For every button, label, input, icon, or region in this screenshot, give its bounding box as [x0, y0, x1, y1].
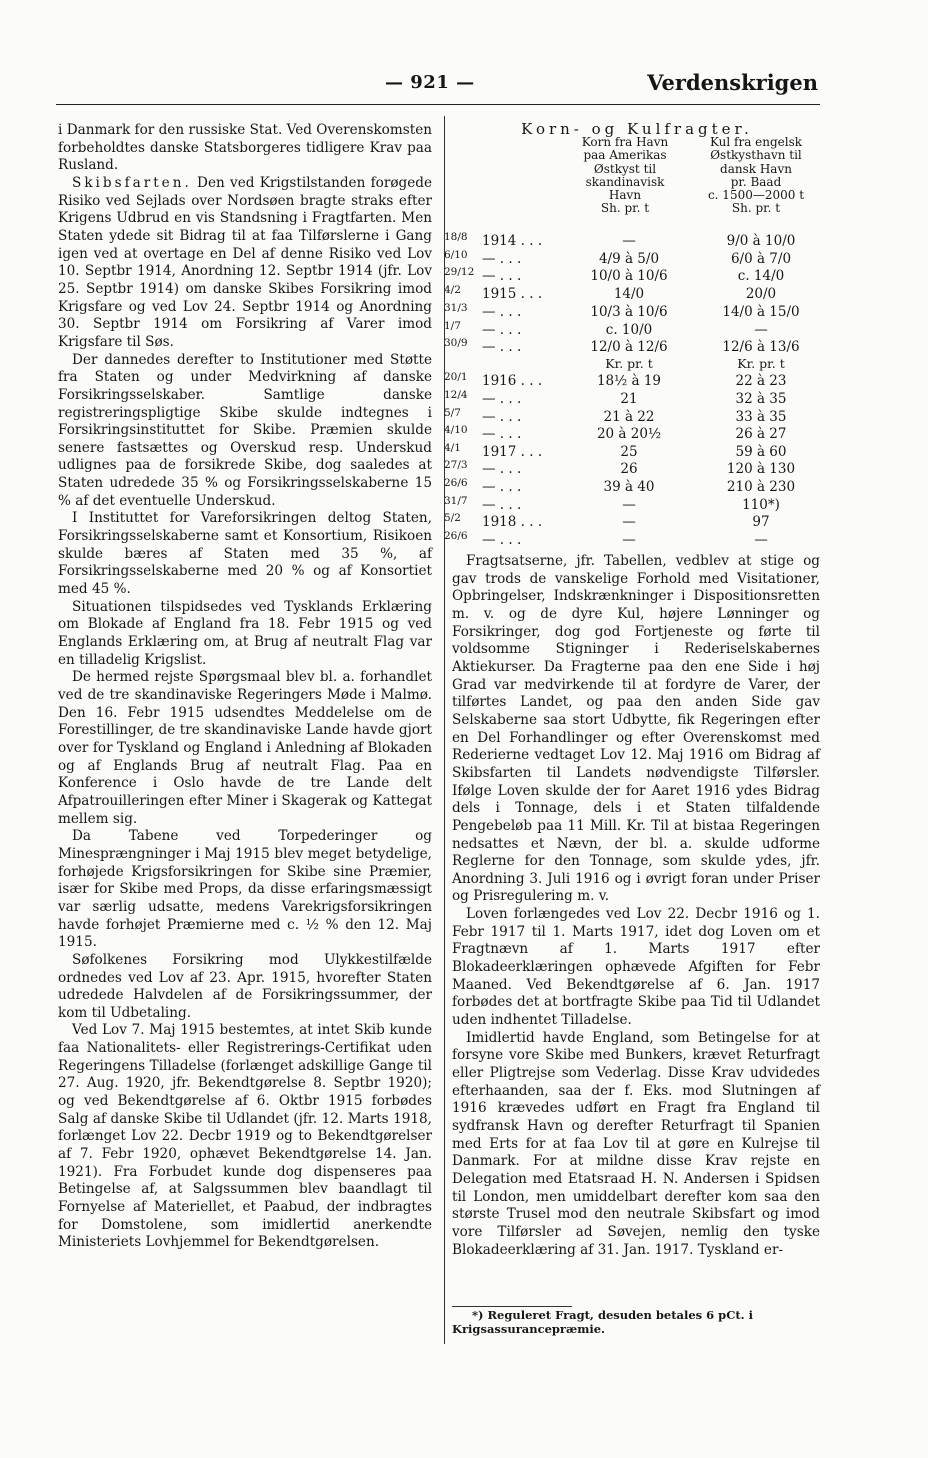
row-kul-rate: 59 à 60	[735, 443, 787, 460]
left-paragraph-6: De hermed rejste Spørgsmaal blev bl. a. forhandlet ved de tre skandinaviske Regeringers Møde i Malmø. Den 16. Febr 1915 udsendtes Meddelelse om de Forestillinger, de tre skandinaviske Lande havde gjort over for Tyskland og England i Anledning af Blokaden og af Englands Brug af neutralt Flag. Paa en Konference i Oslo havde de tre Lande delt Afpatrouilleringen efter Miner i Skagerak og Kattegat mellem sig.	[58, 669, 432, 827]
header-line: Korn fra Havn	[581, 135, 669, 149]
row-kul-rate: 33 à 35	[735, 408, 787, 425]
row-date: 4/10	[444, 424, 468, 437]
row-date: 6/10	[444, 248, 468, 261]
row-date: 12/4	[444, 389, 468, 401]
row-korn-rate: 10/3 à 10/6	[590, 303, 668, 320]
row-year: — . . .	[482, 321, 522, 338]
row-date: 5/2	[444, 512, 461, 525]
row-year: — . . .	[482, 303, 522, 320]
row-date: 31/3	[444, 301, 468, 314]
row-year: 1917 . . .	[482, 443, 543, 460]
row-year: — . . .	[482, 268, 522, 285]
table-row	[440, 459, 824, 476]
table-row	[440, 231, 824, 248]
row-korn-rate: c. 10/0	[605, 321, 653, 338]
row-year: — . . .	[482, 496, 522, 513]
table-row	[440, 337, 824, 354]
left-paragraph-4: I Instituttet for Vareforsikringen deltog Staten, Forsikringsselskaberne samt et Konsortium, Risikoen skulde bæres af Staten med 35 %, af Forsikringsselskaberne med 20 % og af Konsortiet med 45 %.	[58, 510, 432, 598]
row-kul-rate: —	[754, 321, 768, 338]
row-korn-rate: —	[622, 531, 636, 548]
page-header	[0, 68, 928, 98]
header-line: skandinavisk	[585, 174, 665, 189]
row-kul-rate: —	[754, 531, 768, 548]
table-row	[440, 284, 824, 301]
left-paragraph-1: i Danmark for den russiske Stat. Ved Overenskomsten forbeholdtes danske Statsborgeres tidligere Krav paa Rusland.	[58, 122, 432, 174]
table-row	[440, 424, 824, 441]
row-korn-rate: —	[622, 514, 636, 531]
header-line: pr. Baad	[730, 174, 782, 189]
row-date: 26/6	[444, 477, 468, 489]
row-year: — . . .	[482, 461, 522, 478]
header-line: Sh. pr. t	[600, 201, 650, 216]
row-kul-rate: c. 14/0	[737, 268, 785, 285]
table-row	[440, 512, 824, 529]
row-kul-rate: 97	[752, 514, 770, 531]
table-row	[440, 407, 824, 424]
left-paragraph-2-text: Den ved Krigstilstanden forøgede Risiko ved Sejlads over Nordsøen bragte straks efter Krigens Udbrud en vis Standsning i Fragtfarten. Men Staten ydede sit Bidrag til at faa Tilførslerne i Gang igen ved at overtage en Del af denne Risiko ved Lov 10. Septbr 1914, Anordning 12. Septbr 1914 (jfr. Lov 25. Septbr 1914) om danske Skibes Forsikring imod Krigsfare og ved Lov 24. Septbr 1914 og Anordning 30. Septbr 1914 om Forsikring af Varer imod Krigsfare til Søs.	[58, 174, 432, 350]
row-year: — . . .	[482, 479, 522, 495]
page-number: — 921 —	[385, 72, 475, 93]
row-kul-rate: 32 à 35	[735, 391, 787, 407]
freight-table-title: Korn- og Kulfragter.	[521, 120, 753, 138]
row-kul-rate: 14/0 à 15/0	[722, 303, 800, 320]
row-year: — . . .	[482, 339, 522, 356]
freight-column-header-korn	[560, 136, 690, 216]
row-date: 4/2	[444, 284, 461, 297]
row-kul-rate: 20/0	[745, 286, 777, 303]
row-korn-rate: 25	[620, 443, 638, 460]
row-year: — . . .	[482, 426, 522, 443]
row-year: — . . .	[482, 250, 522, 267]
row-korn-rate: —	[622, 496, 636, 513]
row-date: 1/7	[444, 319, 461, 332]
unit-korn: Kr. pr. t	[605, 355, 653, 371]
row-date: 29/12	[444, 266, 475, 279]
header-line: Sh. pr. t	[731, 201, 781, 216]
footnote: *) Reguleret Fragt, desuden betales 6 pCt. i Krigsassurancepræmie.	[452, 1308, 754, 1336]
row-date: 18/8	[444, 231, 468, 243]
row-korn-rate: 10/0 à 10/6	[590, 268, 668, 285]
row-korn-rate: —	[622, 233, 636, 249]
row-korn-rate: 20 à 20½	[596, 426, 662, 443]
table-row	[440, 249, 824, 266]
left-paragraph-2	[58, 175, 432, 352]
row-date: 20/1	[444, 371, 468, 384]
left-paragraph-8: Søfolkenes Forsikring mod Ulykkestilfælde ordnedes ved Lov af 23. Apr. 1915, hvorefter Staten udredede Halvdelen af de Forsikringssummer, der kom til Udbetaling.	[58, 951, 432, 1021]
row-kul-rate: 9/0 à 10/0	[726, 233, 796, 249]
row-date: 27/3	[444, 459, 468, 472]
table-row	[440, 442, 824, 459]
running-title: Verdenskrigen	[647, 70, 818, 95]
row-kul-rate: 210 à 230	[726, 479, 796, 495]
header-line: Østkyst til	[593, 161, 657, 176]
row-year: — . . .	[482, 391, 522, 407]
row-kul-rate: 110*)	[742, 496, 780, 513]
left-column	[58, 122, 432, 1252]
row-year: 1918 . . .	[482, 514, 543, 531]
row-korn-rate: 21	[620, 391, 638, 407]
unit-kul: Kr. pr. t	[737, 355, 785, 371]
table-row	[440, 389, 824, 406]
header-line: Kul fra engelsk	[709, 135, 803, 149]
row-year: 1914 . . .	[482, 233, 543, 249]
header-rule	[56, 104, 820, 105]
row-year: — . . .	[482, 531, 522, 548]
row-korn-rate: 26	[620, 461, 638, 478]
header-line: Havn	[608, 188, 642, 203]
left-paragraph-9: Ved Lov 7. Maj 1915 bestemtes, at intet Skib kunde faa Nationalitets- eller Registrerings-Certifikat uden Regeringens Tilladelse (forlænget adskillige Gange til 27. Aug. 1920, jfr. Bekendtgørelse 8. Septbr 1920); og ved Bekendtgørelse af 6. Oktbr 1915 forbødes Salg af danske Skibe til Udlandet (jfr. 12. Marts 1918, forlænget Lov 22. Decbr 1919 og to Bekendtgørelser af 7. Febr 1920, ophævet Bekendtgørelse 14. Jan. 1921). Fra Forbudet kunde dog dispenseres paa Betingelse af, at Salgssummen blev baandlagt til Fornyelse af Materiellet, et Paabud, der indbragtes for Domstolene, som imidlertid anerkendte Ministeriets Lovhjemmel for Bekendtgørelsen.	[58, 1022, 432, 1251]
row-date: 31/7	[444, 494, 468, 507]
freight-column-header-kul	[690, 136, 822, 216]
table-row	[440, 320, 824, 337]
row-year: 1916 . . .	[482, 373, 543, 390]
table-row	[440, 530, 824, 547]
table-row	[440, 266, 824, 283]
header-line: c. 1500—2000 t	[707, 188, 805, 203]
row-kul-rate: 120 à 130	[726, 461, 796, 478]
left-paragraph-5: Situationen tilspidsedes ved Tysklands Erklæring om Blokade af England fra 18. Febr 1915 og ved Englands Erklæring om, at Brug af neutralt Flag var en tilladelig Krigslist.	[58, 598, 432, 668]
left-paragraph-3: Der dannedes derefter to Institutioner med Støtte fra Staten og under Medvirkning af danske Forsikringsselskaber. Samtlige danske registreringspligtige Skibe skulde indtegnes i Forsikringsinstituttet for Skibe. Præmien skulde senere fastsættes og Overskud resp. Underskud udlignes paa de forsikrede Skibe, dog saaledes at Staten udredede 35 % og Forsikringsselskaberne 15 % af det eventuelle Underskud.	[58, 351, 432, 509]
row-kul-rate: 22 à 23	[735, 373, 787, 390]
table-row	[440, 371, 824, 388]
row-kul-rate: 6/0 à 7/0	[730, 250, 792, 267]
header-line: paa Amerikas	[583, 148, 667, 163]
row-korn-rate: 14/0	[613, 286, 645, 303]
right-paragraph-1: Fragtsatserne, jfr. Tabellen, vedblev at stige og gav trods de vanskelige Forhold med Visitationer, Opbringelser, Indskrænkninger i Dispositionsretten m. v. og de dyre Kul, højere Lønninger og Forsikringer, dog god Fortjeneste og førte til voldsomme Stigninger i Rederiselskabernes Aktiekurser. Da Fragterne paa den ene Side i høj Grad var medvirkende til at fordyre de Varer, der tilførtes Landet, og paa den anden Side gav Selskaberne saa stort Udbytte, fik Regeringen efter en Del Forhandlinger og efter Overenskomst med Rederierne vedtaget Lov 12. Maj 1916 om Bidrag af Skibsfarten til Landets nødvendigste Tilførsler. Ifølge Loven skulde der for Aaret 1916 ydes Bidrag dels i Tonnage, dels i et Staten tilfaldende Pengebeløb paa 11 Mill. Kr. Til at bistaa Regeringen nedsattes et Nævn, der bl. a. skulde udforme Reglerne for den Tonnage, som skulde ydes, jfr. Anordning 3. Juli 1916 og i øvrigt foran under Priser og Prisregulering m. v.	[452, 553, 820, 905]
right-column	[452, 553, 820, 1259]
row-korn-rate: 39 à 40	[603, 479, 655, 495]
right-paragraph-2: Loven forlængedes ved Lov 22. Decbr 1916 og 1. Febr 1917 til 1. Marts 1917, idet dog Loven om et Fragtnævn af 1. Marts 1917 efter Blokadeerklæringen ophævede Afgiften for Febr Maaned. Ved Bekendtgørelse af 6. Jan. 1917 forbødes det at bortfragte Skibe paa Tid til Udlandet uden indhentet Tilladelse.	[452, 906, 820, 1029]
row-date: 26/6	[444, 529, 468, 542]
row-kul-rate: 26 à 27	[735, 426, 787, 443]
row-korn-rate: 18½ à 19	[596, 373, 662, 390]
row-year: — . . .	[482, 408, 522, 425]
row-date: 5/7	[444, 406, 461, 419]
row-year: 1915 . . .	[482, 286, 543, 303]
header-line: dansk Havn	[720, 161, 792, 176]
table-row	[440, 477, 824, 494]
table-row	[440, 302, 824, 319]
row-korn-rate: 21 à 22	[603, 408, 655, 425]
row-korn-rate: 4/9 à 5/0	[598, 250, 660, 267]
left-paragraph-7: Da Tabene ved Torpederinger og Minesprængninger i Maj 1915 blev meget betydelige, forhøjede Krigsforsikringen for Skibe sine Præmier, især for Skibe med Props, da disse erfaringsmæssigt var særlig udsatte, medens Varekrigsforsikringen havde forhøjet Præmierne med c. ½ % den 12. Maj 1915.	[58, 828, 432, 951]
right-paragraph-3: Imidlertid havde England, som Betingelse for at forsyne vore Skibe med Bunkers, krævet Returfragt eller Pligtrejse som Vederlag. Disse Krav udvidedes efterhaanden, saa der f. Eks. mod Slutningen af 1916 krævedes udført en Fragt fra England til sydfransk Havn og derefter Returfragt til Spanien med Erts for at faa Lov til at gøre en Kulrejse til Danmark. For at mildne disse Krav rejste en Delegation med Etatsraad H. N. Andersen i Spidsen til London, men umiddelbart derefter kom saa den største Trusel mod den neutrale Skibsfart og imod vore Tilførsler ad Søvejen, nemlig den tyske Blokadeerklæring af 31. Jan. 1917. Tyskland er-	[452, 1029, 820, 1258]
row-date: 4/1	[444, 441, 461, 454]
row-date: 30/9	[444, 337, 468, 350]
section-lead-skibsfarten: Skibsfarten.	[72, 174, 192, 191]
header-line: Østkysthavn til	[710, 148, 802, 163]
row-kul-rate: 12/6 à 13/6	[722, 339, 800, 356]
table-row	[440, 495, 824, 512]
row-korn-rate: 12/0 à 12/6	[590, 339, 668, 356]
footnote-rule	[452, 1306, 572, 1307]
